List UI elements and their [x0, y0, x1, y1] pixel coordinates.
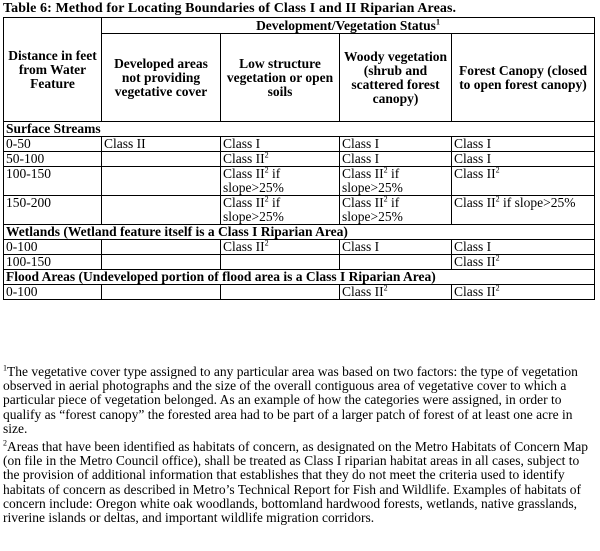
footnotes [3, 365, 597, 529]
class-cell [102, 152, 221, 167]
class-cell: Class $II^2$ if slope>25% [452, 196, 595, 225]
class-cell [340, 255, 452, 270]
class-cell: Class II [102, 137, 221, 152]
section-heading: Wetlands (Wetland feature itself is a Class I Riparian Area) [4, 225, 595, 240]
class-cell: Class I [452, 152, 595, 167]
footnote: $^2$Areas that have been identified as habitats of concern, as designated on the Metro Habitats of Concern Map (on file in the Metro Council office), shall be treated as Class I riparian habitat areas in all cases, subject to the provision of additional information that establishes that they do not meet the criteria used to identify habitats of concern as described in Metro’s Technical Report for Fish and Wildlife. Examples of habitats of concern include: Oregon white oak woodlands, bottomland hardwood forests, wetlands, native grasslands, riverine islands or deltas, and important wildlife migration corridors. [3, 438, 589, 526]
class-cell: Class I [452, 137, 595, 152]
footnote: $^1$The vegetative cover type assigned to any particular area was based on two factors: the type of vegetation observed in aerial photographs and the size of the overall contiguous area of vegetative cover to which a particular piece of vegetation belonged. As an example of how the categories were assigned, in order to qualify as “forest canopy” the forested area had to be part of a larger patch of forest of at least one acre in size. [3, 363, 578, 436]
table-row [4, 255, 595, 270]
class-cell: Class $II^2$ if slope>25% [340, 196, 452, 225]
class-cell: Class $II^2$ if slope>25% [221, 196, 340, 225]
column-header: Woody vegetation (shrub and scattered forest canopy) [340, 34, 452, 122]
table-row [4, 196, 595, 225]
distance-cell: 0-50 [4, 137, 102, 152]
distance-cell: 50-100 [4, 152, 102, 167]
column-header: Developed areas not providing vegetative cover [102, 34, 221, 122]
class-cell: Class I [452, 240, 595, 255]
class-cell: Class $II^2$ if slope>25% [340, 167, 452, 196]
class-cell [102, 240, 221, 255]
class-cell: Class $II^2$ [221, 240, 340, 255]
distance-header: Distance in feet from Water Feature [4, 18, 102, 122]
group-header: Development/Vegetation Status$^1$ [102, 18, 595, 34]
column-header: Forest Canopy (closed to open forest canopy) [452, 34, 595, 122]
table-row [4, 137, 595, 152]
class-cell: Class $II^2$ [452, 167, 595, 196]
class-cell [102, 255, 221, 270]
table-body [4, 122, 595, 300]
column-header: Low structure vegetation or open soils [221, 34, 340, 122]
class-cell: Class I [340, 152, 452, 167]
distance-cell: 0-100 [4, 285, 102, 300]
table-row [4, 240, 595, 255]
class-cell: Class I [340, 240, 452, 255]
class-cell [102, 196, 221, 225]
riparian-table [3, 17, 595, 300]
class-cell [102, 285, 221, 300]
class-cell [102, 167, 221, 196]
distance-cell: 150-200 [4, 196, 102, 225]
class-cell: Class $II^2$ [340, 285, 452, 300]
table-row [4, 285, 595, 300]
class-cell: Class $II^2$ [221, 152, 340, 167]
class-cell: Class $II^2$ [452, 255, 595, 270]
table-row [4, 152, 595, 167]
distance-cell: 100-150 [4, 255, 102, 270]
distance-cell: 0-100 [4, 240, 102, 255]
distance-cell: 100-150 [4, 167, 102, 196]
class-cell: Class $II^2$ [452, 285, 595, 300]
class-cell: Class I [340, 137, 452, 152]
class-cell: Class I [221, 137, 340, 152]
section-heading: Surface Streams [4, 122, 595, 137]
class-cell [221, 285, 340, 300]
class-cell [221, 255, 340, 270]
table-title: Table 6: Method for Locating Boundaries of Class I and II Riparian Areas. [3, 1, 457, 16]
class-cell: Class $II^2$ if slope>25% [221, 167, 340, 196]
table-row [4, 167, 595, 196]
section-heading: Flood Areas (Undeveloped portion of flood area is a Class I Riparian Area) [4, 270, 595, 285]
